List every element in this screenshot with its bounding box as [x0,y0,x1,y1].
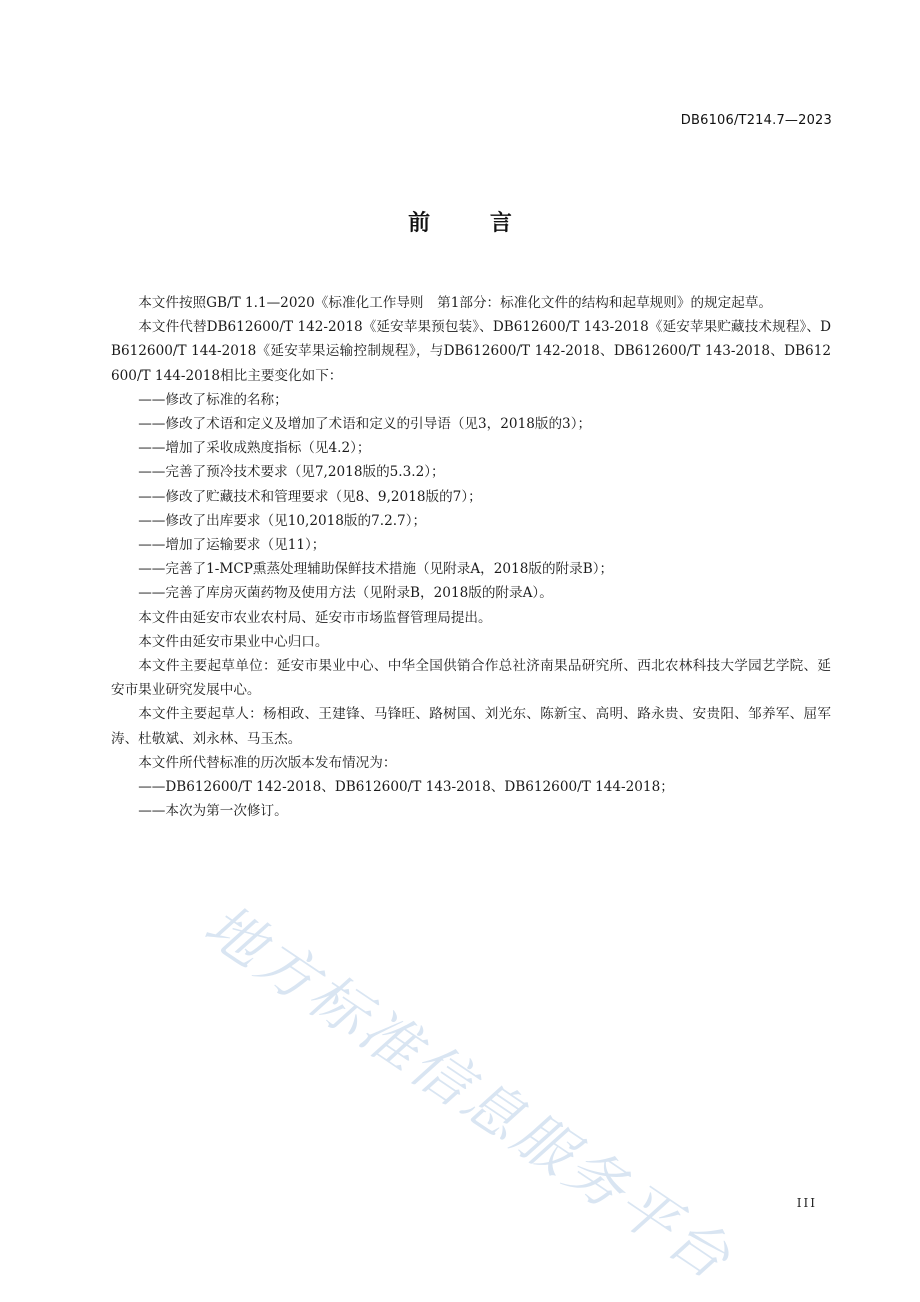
page-title: 前 言 [408,211,538,236]
watermark: 地方标准信息服务平台 [192,890,745,1294]
document-code: DB6106/T214.7—2023 [680,113,832,128]
page-number: III [796,1196,817,1210]
paragraph-replacement: 本文件代替DB612600/T 142-2018《延安苹果预包装》、DB612600/T 143-2018《延安苹果贮藏技术规程》、DB612600/T 144-2018《延安苹果运输控制规程》，与DB612600/T 142-2018、DB612600/T 143-2018、DB612600/T 144-2018相比主要变化如下： [111,319,831,384]
paragraph-drafting-units: 本文件主要起草单位：延安市果业中心、中华全国供销合作总社济南果品研究所、西北农林科技大学园艺学院、延安市果业研究发展中心。 [111,658,831,699]
paragraph-centralized-unit: 本文件由延安市果业中心归口。 [138,633,329,650]
change-item: ——修改了标准的名称； [138,391,288,408]
change-item: ——修改了出库要求（见10,2018版的7.2.7）； [138,512,427,529]
change-item: ——增加了采收成熟度指标（见4.2）； [138,440,371,457]
change-item: ——修改了术语和定义及增加了术语和定义的引导语（见3，2018版的3）； [138,416,592,433]
change-item: ——增加了运输要求（见11）； [138,537,326,554]
paragraph-drafters: 本文件主要起草人：杨相政、王建锋、马锋旺、路树国、刘光东、陈新宝、高明、路永贵、安贵阳、邹养军、屈军涛、杜敬斌、刘永林、马玉杰。 [111,706,831,747]
change-item: ——修改了贮藏技术和管理要求（见8、9,2018版的7）； [138,488,482,505]
change-item: ——完善了库房灭菌药物及使用方法（见附录B，2018版的附录A）。 [138,585,553,602]
change-item: ——完善了1-MCP熏蒸处理辅助保鲜技术措施（见附录A，2018版的附录B）； [138,561,614,578]
history-item: ——本次为第一次修订。 [138,803,288,820]
paragraph-drafting-basis: 本文件按照GB/T 1.1—2020《标准化工作导则 第1部分：标准化文件的结构和起草规则》的规定起草。 [138,295,773,311]
change-item: ——完善了预冷技术要求（见7,2018版的5.3.2）； [138,464,445,481]
paragraph-proposer: 本文件由延安市农业农村局、延安市市场监督管理局提出。 [138,609,492,626]
paragraph-history-intro: 本文件所代替标准的历次版本发布情况为： [138,754,397,771]
history-item: ——DB612600/T 142-2018、DB612600/T 143-2018、DB612600/T 144-2018； [138,779,674,796]
foreword-body [111,291,831,823]
